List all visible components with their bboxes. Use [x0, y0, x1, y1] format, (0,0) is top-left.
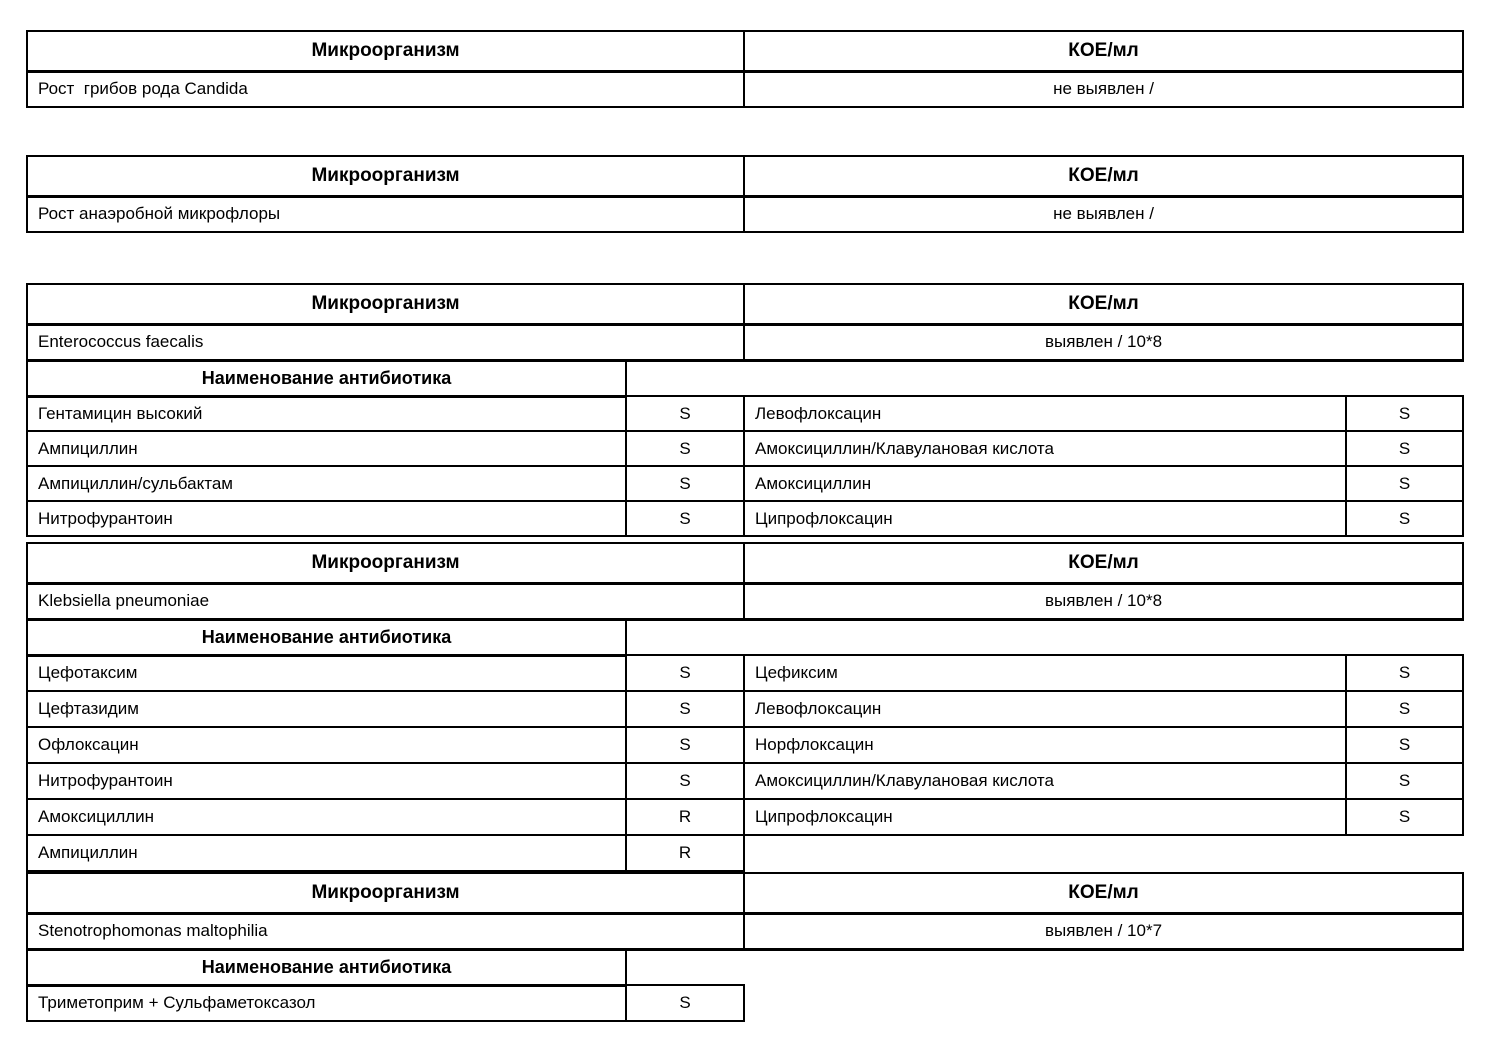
antibiotic-name: Ампициллин: [27, 835, 626, 871]
empty-region: [626, 619, 1463, 655]
antibiotic-name: Амоксициллин/Клавулановая кислота: [744, 431, 1346, 466]
empty-region: [744, 835, 1463, 871]
antibiotic-name: Нитрофурантоин: [27, 501, 626, 536]
stenotrophomonas-result-table: [26, 872, 1464, 1022]
enterococcus-result-table: [26, 283, 1464, 537]
empty-region: [744, 985, 1463, 1021]
cfu-value: не выявлен /: [744, 71, 1463, 107]
susceptibility-value: S: [1346, 501, 1463, 536]
antibiotic-row: [27, 691, 1463, 727]
microorganism-header: Микроорганизм: [27, 284, 744, 324]
antibiotic-name: Офлоксацин: [27, 727, 626, 763]
organism-name: Рост анаэробной микрофлоры: [27, 196, 744, 232]
susceptibility-value: S: [1346, 763, 1463, 799]
susceptibility-value: S: [1346, 466, 1463, 501]
microorganism-header: Микроорганизм: [27, 156, 744, 196]
susceptibility-value: S: [626, 985, 744, 1021]
antibiotic-name: Триметоприм + Сульфаметоксазол: [27, 985, 626, 1021]
antibiotic-name-header: Наименование антибиотика: [27, 619, 626, 655]
susceptibility-value: S: [626, 431, 744, 466]
susceptibility-value: S: [626, 501, 744, 536]
empty-region: [626, 360, 1463, 396]
empty-region: [626, 949, 1463, 985]
antibiotic-row: [27, 466, 1463, 501]
antibiotic-row: [27, 655, 1463, 691]
microorganism-header: Микроорганизм: [27, 873, 744, 913]
antibiotic-name: Норфлоксацин: [744, 727, 1346, 763]
antibiotic-name: Левофлоксацин: [744, 396, 1346, 431]
cfu-header: КОЕ/мл: [744, 543, 1463, 583]
antibiotic-name-header: Наименование антибиотика: [27, 360, 626, 396]
cfu-header: КОЕ/мл: [744, 873, 1463, 913]
susceptibility-value: S: [1346, 727, 1463, 763]
cfu-header: КОЕ/мл: [744, 284, 1463, 324]
susceptibility-value: S: [626, 396, 744, 431]
antibiotic-name: Нитрофурантоин: [27, 763, 626, 799]
susceptibility-value: S: [626, 655, 744, 691]
antibiotic-name: Цефтазидим: [27, 691, 626, 727]
susceptibility-value: S: [626, 763, 744, 799]
antibiotic-name: Амоксициллин/Клавулановая кислота: [744, 763, 1346, 799]
organism-name: Stenotrophomonas maltophilia: [27, 913, 744, 949]
organism-name: Рост грибов рода Candida: [27, 71, 744, 107]
microorganism-header: Микроорганизм: [27, 543, 744, 583]
susceptibility-value: S: [1346, 691, 1463, 727]
susceptibility-value: S: [626, 727, 744, 763]
susceptibility-value: S: [1346, 431, 1463, 466]
antibiotic-name: Ципрофлоксацин: [744, 501, 1346, 536]
antibiotic-row: [27, 763, 1463, 799]
antibiotic-row: [27, 727, 1463, 763]
organism-name: Klebsiella pneumoniae: [27, 583, 744, 619]
cfu-header: КОЕ/мл: [744, 156, 1463, 196]
susceptibility-value: S: [1346, 799, 1463, 835]
antibiotic-name: Цефиксим: [744, 655, 1346, 691]
susceptibility-value: S: [1346, 655, 1463, 691]
susceptibility-value: R: [626, 835, 744, 871]
antibiotic-row: [27, 835, 1463, 871]
antibiotic-name: Гентамицин высокий: [27, 396, 626, 431]
antibiotic-row: [27, 985, 1463, 1021]
cfu-value: выявлен / 10*8: [744, 583, 1463, 619]
cfu-value: не выявлен /: [744, 196, 1463, 232]
cfu-header: КОЕ/мл: [744, 31, 1463, 71]
klebsiella-result-table: [26, 542, 1464, 872]
anaerobic-result-table: [26, 155, 1464, 233]
antibiotic-row: [27, 501, 1463, 536]
susceptibility-value: R: [626, 799, 744, 835]
susceptibility-value: S: [1346, 396, 1463, 431]
antibiotic-row: [27, 799, 1463, 835]
candida-result-table: [26, 30, 1464, 108]
antibiotic-row: [27, 396, 1463, 431]
cfu-value: выявлен / 10*7: [744, 913, 1463, 949]
antibiotic-name: Ципрофлоксацин: [744, 799, 1346, 835]
antibiotic-name: Амоксициллин: [27, 799, 626, 835]
susceptibility-value: S: [626, 691, 744, 727]
microorganism-header: Микроорганизм: [27, 31, 744, 71]
antibiotic-name: Амоксициллин: [744, 466, 1346, 501]
antibiotic-row: [27, 431, 1463, 466]
antibiotic-name: Ампициллин: [27, 431, 626, 466]
susceptibility-value: S: [626, 466, 744, 501]
antibiotic-name: Цефотаксим: [27, 655, 626, 691]
cfu-value: выявлен / 10*8: [744, 324, 1463, 360]
antibiotic-name-header: Наименование антибиотика: [27, 949, 626, 985]
antibiotic-name: Левофлоксацин: [744, 691, 1346, 727]
antibiotic-name: Ампициллин/сульбактам: [27, 466, 626, 501]
organism-name: Enterococcus faecalis: [27, 324, 744, 360]
